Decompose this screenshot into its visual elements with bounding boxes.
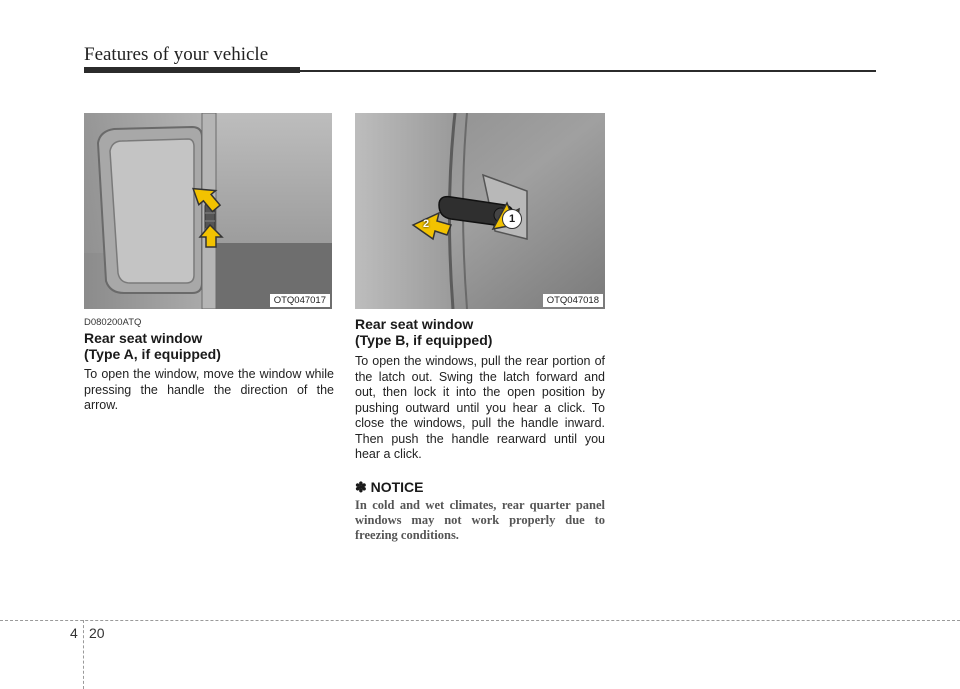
chapter-number: 4 [70,625,78,641]
notice-heading: ✽ NOTICE [355,479,424,495]
body-paragraph-type-a: To open the window, move the window while pressing the handle the direction of the arrow. [84,367,334,412]
heading-line: Rear seat window [84,330,203,346]
section-code: D080200ATQ [84,317,142,328]
figure-type-b-latch [355,113,605,309]
figure-code: OTQ047018 [543,294,603,307]
notice-body: In cold and wet climates, rear quarter panel windows may not work properly due to freezing conditions. [355,498,605,542]
page-number: 20 [89,625,105,641]
section-heading-type-a [84,330,334,362]
heading-line: Rear seat window [355,316,474,332]
callout-1: 1 [502,209,522,229]
section-heading-type-b [355,316,605,348]
heading-line: (Type A, if equipped) [84,346,221,362]
page-header-title: Features of your vehicle [84,44,269,65]
figure-type-a-window [84,113,332,309]
footer-divider [0,620,960,621]
footer-vertical-divider [83,620,84,689]
header-rule-thin [300,70,876,72]
header-rule-thick [84,67,300,73]
callout-2: 2 [422,218,430,230]
type-b-latch-illustration [355,113,605,309]
type-a-window-illustration [84,113,332,309]
heading-line: (Type B, if equipped) [355,332,493,348]
figure-code: OTQ047017 [270,294,330,307]
body-paragraph-type-b: To open the windows, pull the rear portion of the latch out. Swing the latch forward and out, then lock it into the open position by pushing outward until you hear a click. To close the windows, pull the handle inward. Then push the handle rearward until you hear a click. [355,354,605,461]
